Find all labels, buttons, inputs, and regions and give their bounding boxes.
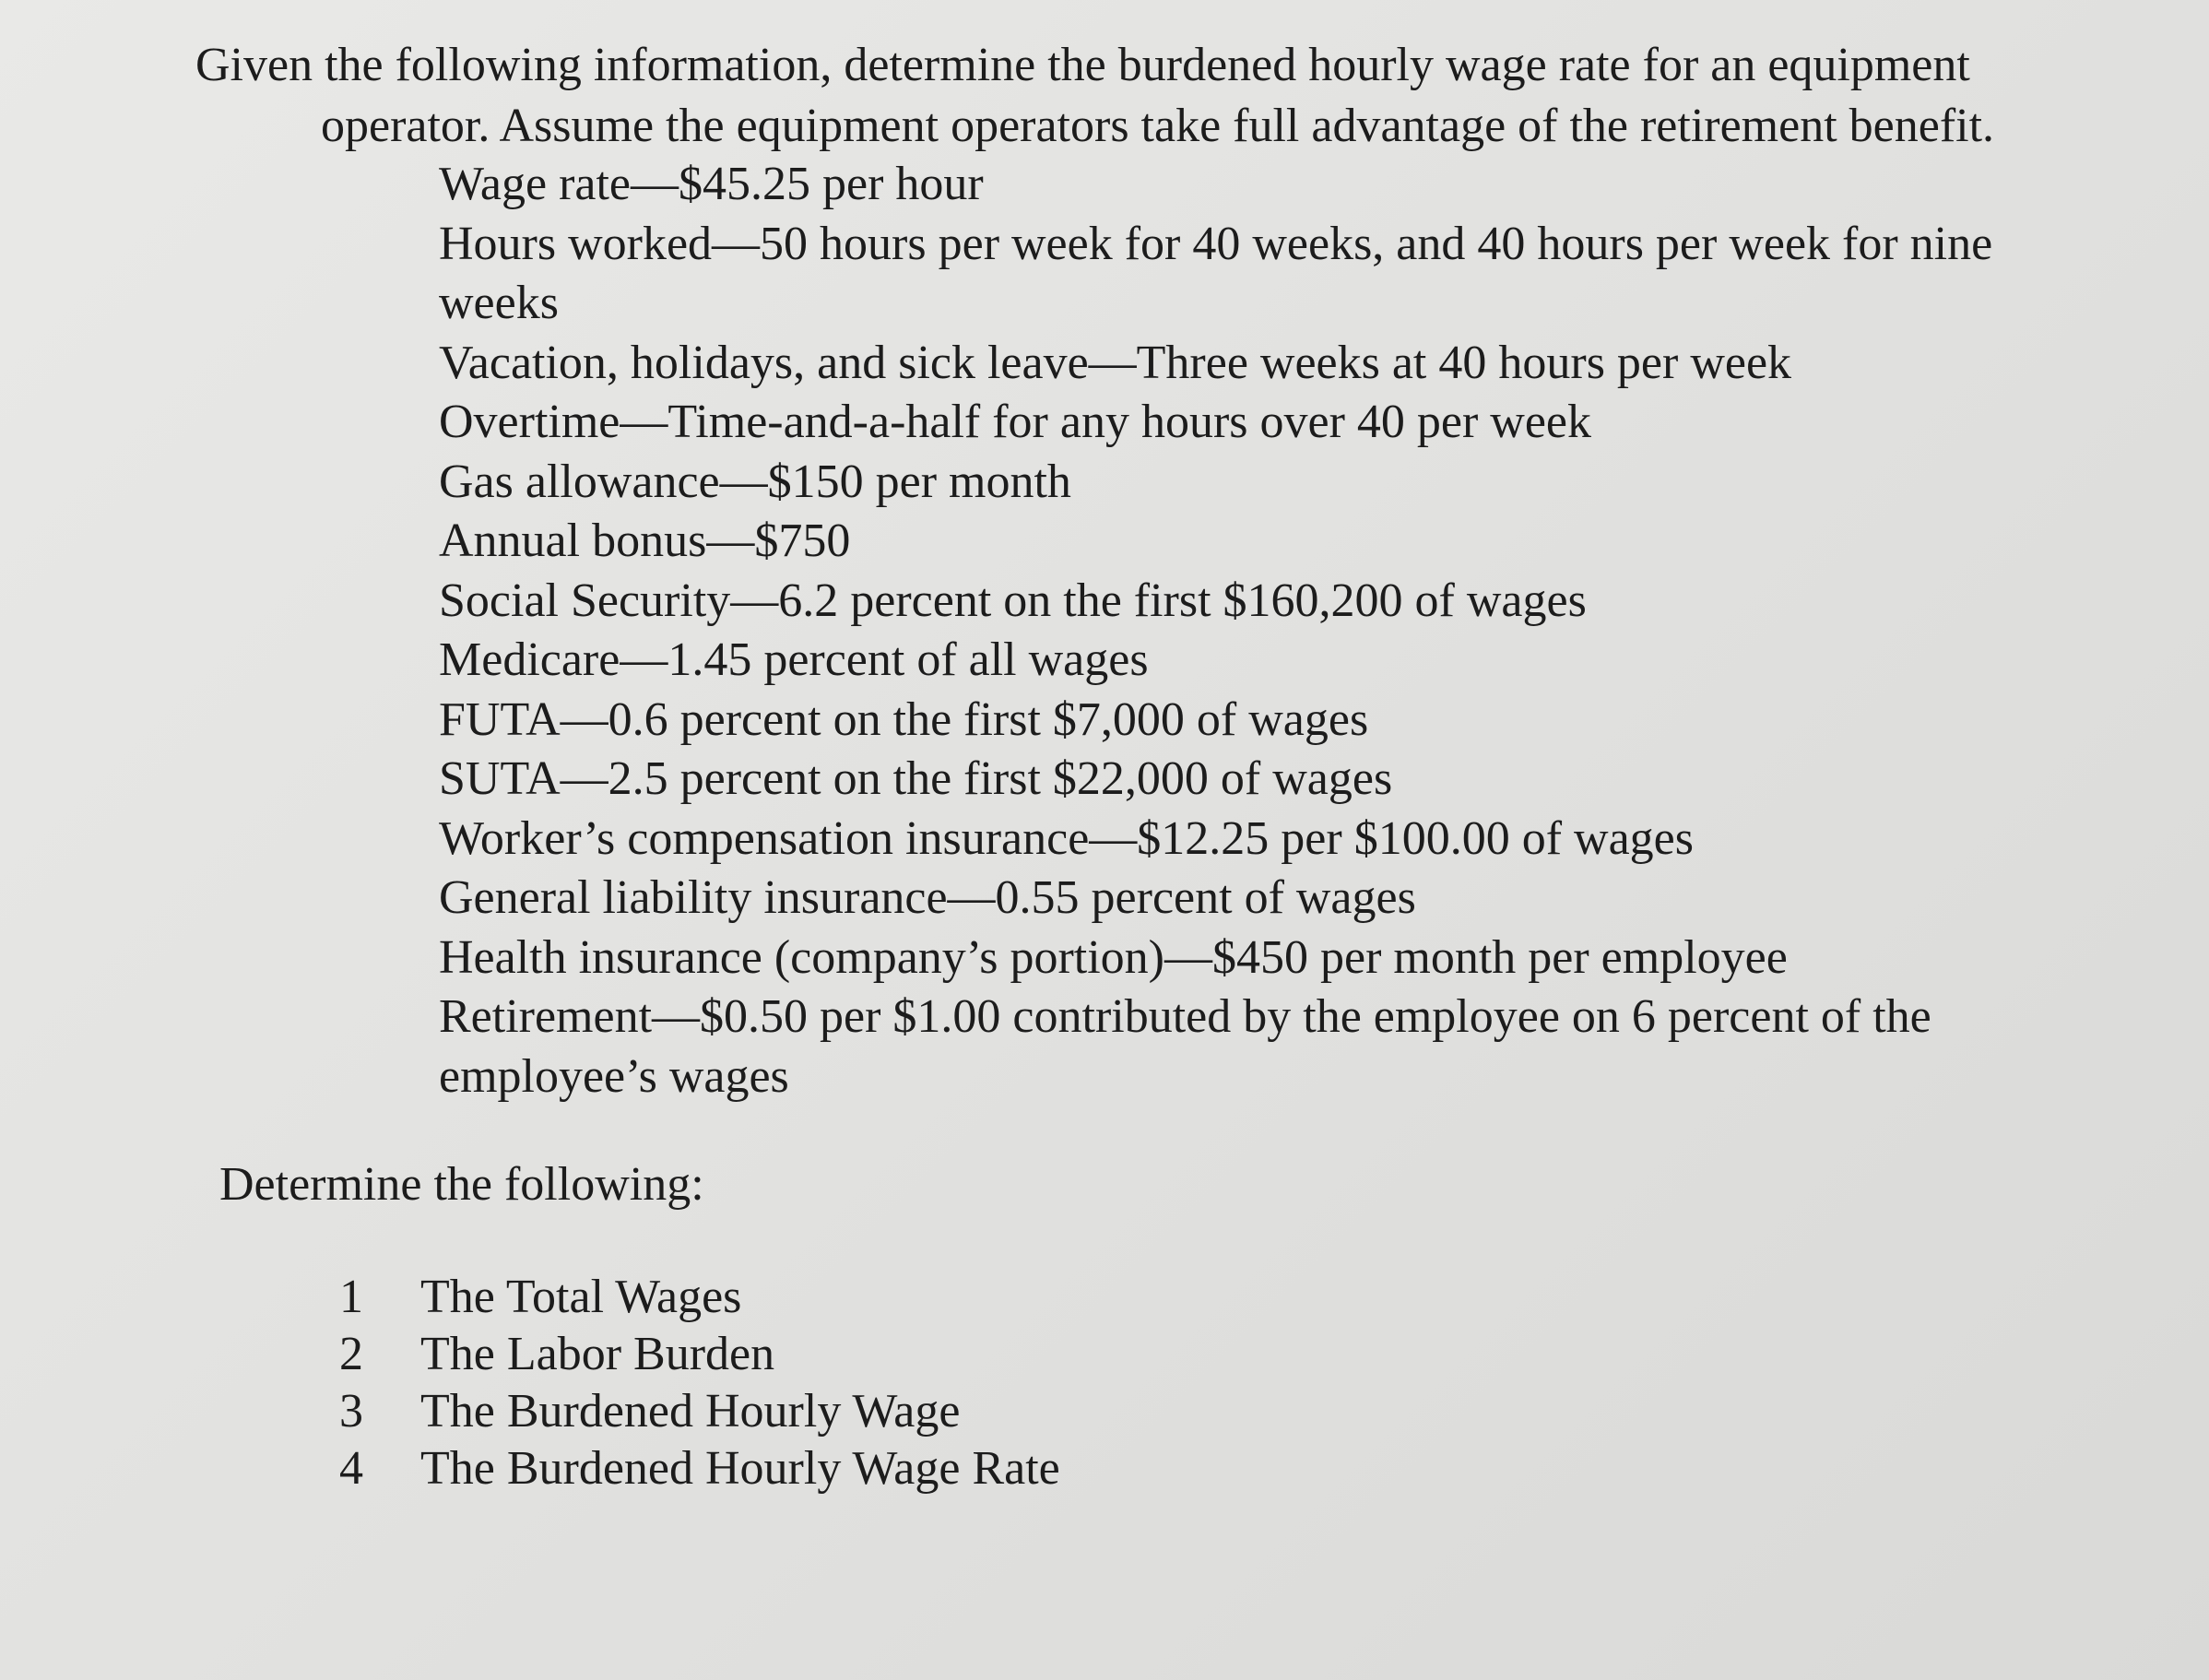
general-liability-item: General liability insurance—0.55 percent of wages bbox=[439, 871, 1416, 924]
question-text: The Labor Burden bbox=[420, 1328, 775, 1380]
question-item bbox=[339, 1383, 1060, 1440]
problem-intro-line-1: Given the following information, determine the burdened hourly wage rate for an equipment bbox=[195, 39, 1970, 91]
social-security-item: Social Security—6.2 percent on the first $160,200 of wages bbox=[439, 574, 1587, 627]
retirement-item-continued: employee’s wages bbox=[439, 1049, 789, 1103]
retirement-item: Retirement—$0.50 per $1.00 contributed by the employee on 6 percent of the bbox=[439, 990, 1931, 1043]
annual-bonus-item: Annual bonus—$750 bbox=[439, 515, 851, 567]
health-insurance-item: Health insurance (company’s portion)—$450 per month per employee bbox=[439, 930, 1788, 984]
question-number: 2 bbox=[339, 1328, 363, 1380]
question-text: The Burdened Hourly Wage bbox=[420, 1385, 961, 1437]
workers-comp-item: Worker’s compensation insurance—$12.25 per $100.00 of wages bbox=[439, 811, 1694, 865]
gas-allowance-item: Gas allowance—$150 per month bbox=[439, 455, 1071, 508]
hours-worked-item-continued: weeks bbox=[439, 277, 559, 329]
question-text: The Total Wages bbox=[420, 1271, 742, 1323]
question-item bbox=[339, 1269, 1060, 1326]
question-item bbox=[339, 1440, 1060, 1497]
given-information-list bbox=[439, 155, 1992, 1106]
suta-item: SUTA—2.5 percent on the first $22,000 of wages bbox=[439, 752, 1393, 805]
medicare-item: Medicare—1.45 percent of all wages bbox=[439, 633, 1149, 686]
question-number: 3 bbox=[339, 1385, 363, 1437]
question-number: 4 bbox=[339, 1442, 363, 1495]
question-item bbox=[339, 1326, 1060, 1383]
overtime-item: Overtime—Time-and-a-half for any hours over 40 per week bbox=[439, 396, 1592, 448]
determine-prompt: Determine the following: bbox=[219, 1158, 704, 1211]
wage-rate-item: Wage rate—$45.25 per hour bbox=[439, 158, 984, 210]
question-text: The Burdened Hourly Wage Rate bbox=[420, 1442, 1060, 1495]
question-number: 1 bbox=[339, 1271, 363, 1323]
question-list bbox=[339, 1269, 1060, 1497]
vacation-item: Vacation, holidays, and sick leave—Three weeks at 40 hours per week bbox=[439, 336, 1792, 389]
hours-worked-item: Hours worked—50 hours per week for 40 weeks, and 40 hours per week for nine bbox=[439, 217, 1993, 270]
futa-item: FUTA—0.6 percent on the first $7,000 of wages bbox=[439, 692, 1369, 746]
problem-intro-line-2: operator. Assume the equipment operators take full advantage of the retirement benefit. bbox=[321, 100, 1995, 152]
